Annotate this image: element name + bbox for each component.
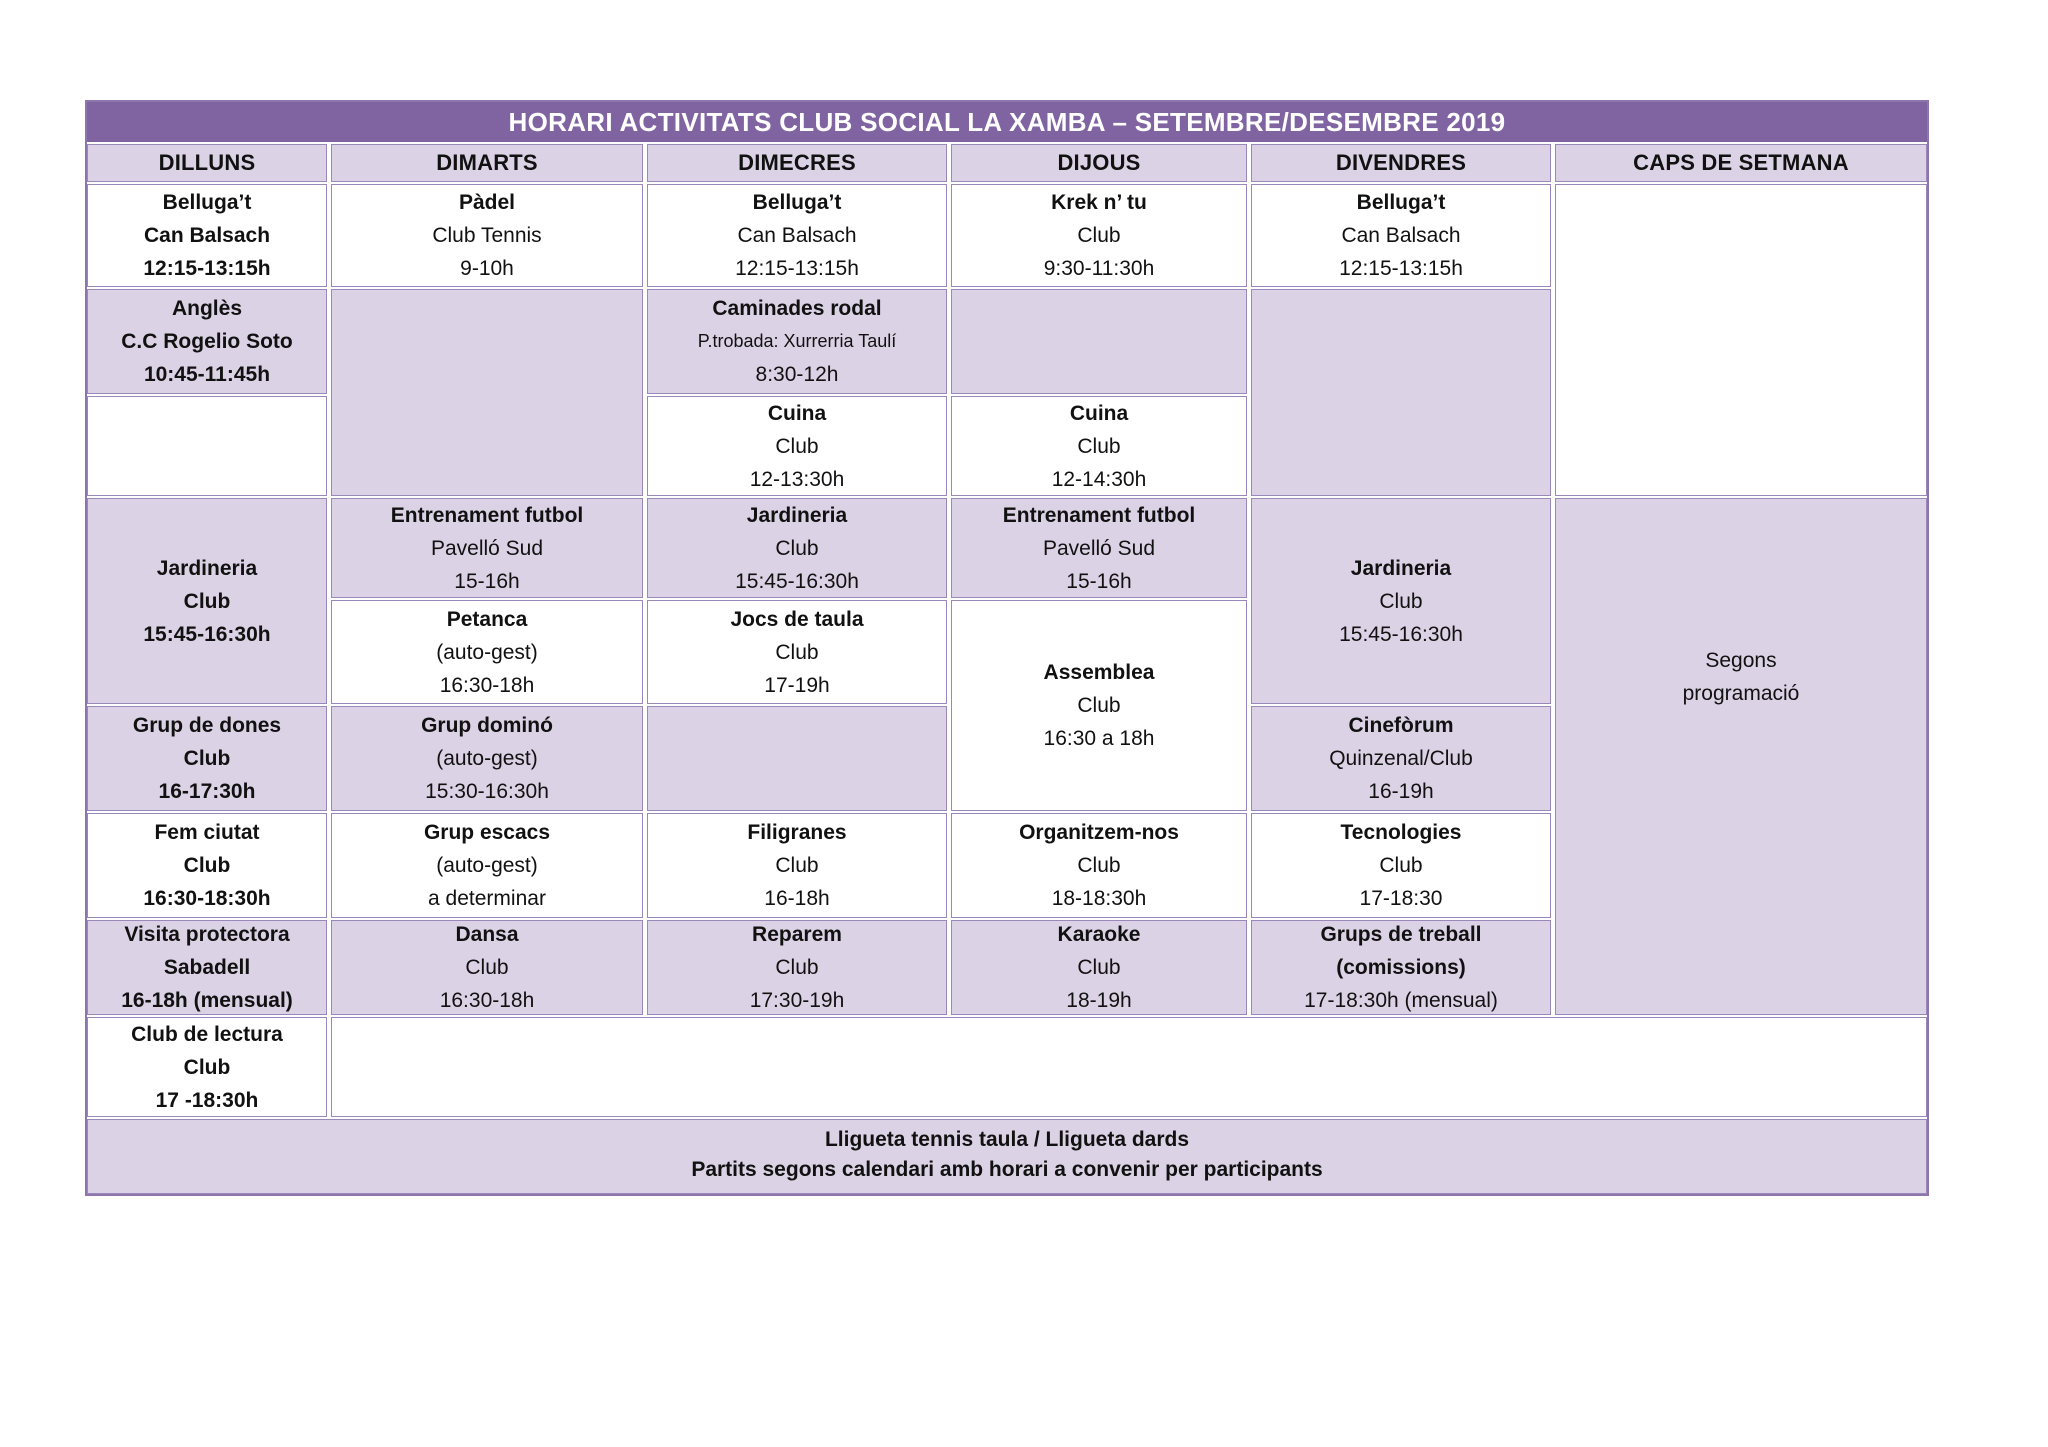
activity-schedule-table (85, 100, 1929, 1196)
activity-cell-grup-escacs (331, 813, 643, 918)
cell-line: (auto-gest) (436, 747, 538, 770)
column-header-dimarts: DIMARTS (331, 144, 643, 182)
cell-line: Belluga’t (1356, 191, 1446, 214)
cell-line: Cuina (767, 401, 827, 425)
cell-line: Caminades rodal (712, 297, 882, 320)
cell-line: Visita protectora (124, 923, 290, 946)
cell-line: Grups de treball (1320, 923, 1482, 946)
cell-line: 12:15-13:15h (143, 257, 271, 280)
cell-line: 17 -18:30h (155, 1088, 259, 1112)
cell-line: Club de lectura (131, 1022, 283, 1046)
cell-line: Dansa (455, 923, 519, 946)
cell-line: Club (1077, 224, 1121, 247)
cell-line: 16:30-18:30h (143, 887, 271, 910)
activity-cell-grup-domino (331, 706, 643, 811)
cell-line: Tecnologies (1340, 821, 1462, 844)
cell-line: Quinzenal/Club (1329, 747, 1473, 770)
activity-cell-padel (331, 184, 643, 287)
cell-line: Entrenament futbol (390, 503, 584, 527)
activity-cell-club-de-lectura (87, 1017, 327, 1117)
cell-line: 18-18:30h (1051, 887, 1147, 910)
cell-line: 17-18:30h (mensual) (1304, 989, 1498, 1012)
cell-line: 17-19h (764, 673, 830, 697)
empty-cell (331, 1017, 1927, 1117)
activity-cell-visita-protectora (87, 920, 327, 1015)
cell-line: Club (183, 1055, 231, 1079)
schedule-grid (87, 144, 1927, 1117)
empty-cell (1251, 289, 1551, 496)
cell-line: Club (1379, 854, 1423, 877)
cell-line: Grup escacs (423, 821, 551, 844)
activity-cell-grups-de-treball (1251, 920, 1551, 1015)
activity-cell-petanca (331, 600, 643, 704)
column-header-dimecres: DIMECRES (647, 144, 947, 182)
cell-line: 17-18:30 (1359, 887, 1443, 910)
column-header-dilluns: DILLUNS (87, 144, 327, 182)
empty-cell (951, 289, 1247, 394)
activity-cell-assemblea (951, 600, 1247, 811)
cell-line: P.trobada: Xurrerria Taulí (697, 331, 897, 351)
cell-line: 15-16h (454, 569, 520, 593)
cell-line: Petanca (446, 607, 528, 631)
cell-line: 16-17:30h (158, 780, 256, 803)
cell-line: Cuina (1069, 401, 1129, 425)
activity-cell-caminades-rodal (647, 289, 947, 394)
cell-line: 10:45-11:45h (143, 363, 271, 386)
cell-line: 16:30-18h (439, 989, 535, 1012)
cell-line: Can Balsach (143, 224, 271, 247)
cell-line: Jardineria (1350, 556, 1452, 580)
activity-cell-cuina (647, 396, 947, 496)
cell-line: Club (1077, 956, 1121, 979)
footer-line-2: Partits segons calendari amb horari a convenir per participants (691, 1158, 1323, 1181)
cell-line: Club (1379, 589, 1423, 613)
activity-cell-cineforum (1251, 706, 1551, 811)
cell-line: 16:30-18h (439, 673, 535, 697)
empty-cell (647, 706, 947, 811)
cell-line: 12:15-13:15h (735, 257, 859, 280)
cell-line: Club (775, 854, 819, 877)
activity-cell-entrenament-futbol (951, 498, 1247, 598)
cell-line: (auto-gest) (436, 854, 538, 877)
activity-cell-angles (87, 289, 327, 394)
cell-line: (comissions) (1336, 956, 1466, 979)
cell-line: Entrenament futbol (1002, 503, 1196, 527)
cell-line: 9:30-11:30h (1043, 257, 1155, 280)
cell-line: Club (1077, 854, 1121, 877)
activity-cell-fem-ciutat (87, 813, 327, 918)
cell-line: Club (183, 747, 231, 770)
cell-line: 12-14:30h (1051, 467, 1147, 491)
cell-line: Anglès (171, 297, 242, 320)
activity-cell-belluga-t (87, 184, 327, 287)
cell-line: Pavelló Sud (430, 536, 544, 560)
cell-line: Club (775, 536, 819, 560)
activity-cell-jardineria (647, 498, 947, 598)
activity-cell-belluga-t (647, 184, 947, 287)
cell-line: C.C Rogelio Soto (121, 330, 293, 353)
cell-line: Club Tennis (432, 224, 542, 247)
cell-line: (auto-gest) (436, 640, 538, 664)
cell-line: 12:15-13:15h (1339, 257, 1463, 280)
cell-line: Grup de dones (132, 714, 282, 737)
cell-line: 9-10h (460, 257, 514, 280)
activity-cell-jardineria (87, 498, 327, 704)
cell-line: Club (1077, 434, 1121, 458)
cell-line: Assemblea (1043, 661, 1155, 684)
cell-line: Jardineria (746, 503, 848, 527)
activity-cell-entrenament-futbol (331, 498, 643, 598)
cell-line: 16:30 a 18h (1043, 727, 1155, 750)
cell-line: programació (1682, 682, 1800, 705)
cell-line: 18-19h (1066, 989, 1132, 1012)
empty-cell (1555, 184, 1927, 496)
activity-cell-dansa (331, 920, 643, 1015)
cell-line: Pàdel (458, 191, 516, 214)
cell-line: 16-18h (mensual) (121, 989, 293, 1012)
cell-line: Can Balsach (1341, 224, 1461, 247)
cell-line: 15:45-16:30h (735, 569, 859, 593)
cell-line: Fem ciutat (154, 821, 260, 844)
cell-line: Club (775, 640, 819, 664)
activity-cell-organitzem-nos (951, 813, 1247, 918)
activity-cell-reparem (647, 920, 947, 1015)
cell-line: Sabadell (163, 956, 251, 979)
cell-line: Club (775, 434, 819, 458)
cell-line: Krek n’ tu (1051, 191, 1147, 214)
cell-line: Club (775, 956, 819, 979)
activity-cell-belluga-t (1251, 184, 1551, 287)
column-header-dijous: DIJOUS (951, 144, 1247, 182)
activity-cell-segons (1555, 498, 1927, 1015)
cell-line: Belluga’t (752, 191, 842, 214)
cell-line: 15-16h (1066, 569, 1132, 593)
cell-line: Club (183, 589, 231, 613)
activity-cell-jocs-de-taula (647, 600, 947, 704)
cell-line: Reparem (752, 923, 842, 946)
cell-line: Segons (1705, 649, 1777, 672)
activity-cell-krek-n-tu (951, 184, 1247, 287)
cell-line: Belluga’t (162, 191, 252, 214)
cell-line: Club (465, 956, 509, 979)
cell-line: Can Balsach (737, 224, 857, 247)
activity-cell-tecnologies (1251, 813, 1551, 918)
cell-line: 15:30-16:30h (425, 780, 549, 803)
activity-cell-cuina (951, 396, 1247, 496)
activity-cell-filigranes (647, 813, 947, 918)
empty-cell (331, 289, 643, 496)
cell-line: 12-13:30h (749, 467, 845, 491)
schedule-title: HORARI ACTIVITATS CLUB SOCIAL LA XAMBA – SETEMBRE/DESEMBRE 2019 (87, 102, 1927, 144)
cell-line: 17:30-19h (749, 989, 845, 1012)
footer-line-1: Lligueta tennis taula / Lligueta dards (824, 1128, 1190, 1151)
cell-line: Organitzem-nos (1019, 821, 1179, 844)
cell-line: Pavelló Sud (1042, 536, 1156, 560)
activity-cell-karaoke (951, 920, 1247, 1015)
cell-line: Cinefòrum (1348, 714, 1454, 737)
schedule-footer (87, 1119, 1927, 1194)
column-header-caps-de-setmana: CAPS DE SETMANA (1555, 144, 1927, 182)
cell-line: Club (1077, 694, 1121, 717)
cell-line: Jocs de taula (730, 607, 864, 631)
cell-line: a determinar (428, 887, 546, 910)
cell-line: Karaoke (1057, 923, 1141, 946)
cell-line: Club (183, 854, 231, 877)
cell-line: 8:30-12h (755, 363, 839, 386)
cell-line: 16-18h (764, 887, 830, 910)
activity-cell-jardineria (1251, 498, 1551, 704)
cell-line: 15:45-16:30h (1339, 622, 1463, 646)
cell-line: Filigranes (747, 821, 847, 844)
cell-line: Grup dominó (421, 714, 553, 737)
cell-line: 15:45-16:30h (143, 622, 271, 646)
column-header-divendres: DIVENDRES (1251, 144, 1551, 182)
cell-line: 16-19h (1368, 780, 1434, 803)
empty-cell (87, 396, 327, 496)
activity-cell-grup-de-dones (87, 706, 327, 811)
cell-line: Jardineria (156, 556, 258, 580)
